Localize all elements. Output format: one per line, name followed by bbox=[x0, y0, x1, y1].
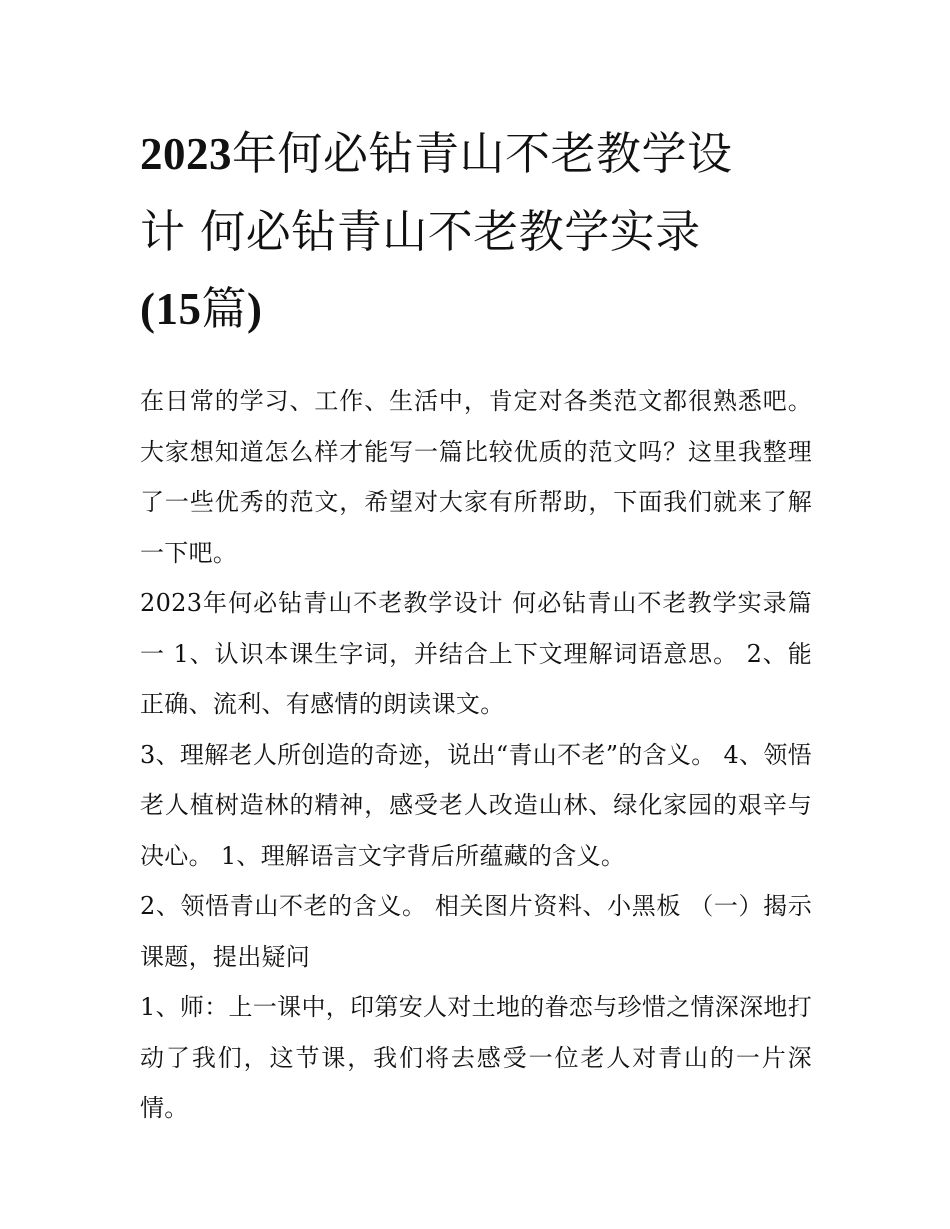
title-line1-text: 年何必钻青山不老教学设 bbox=[232, 127, 733, 180]
document-title bbox=[140, 115, 812, 348]
paragraph-objectives-2: 3、理解老人所创造的奇迹，说出“青山不老”的含义。 4、领悟老人植树造林的精神，感受老人改造山林、绿化家园的艰辛与决心。 1、理解语言文字背后所蕴藏的含义。 bbox=[140, 740, 812, 870]
paragraph-teacher-intro: 1、师：上一课中，印第安人对土地的眷恋与珍惜之情深深地打动了我们，这节课，我们将去感受一位老人对青山的一片深情。 bbox=[140, 993, 812, 1122]
paragraph-materials: 2、领悟青山不老的含义。 相关图片资料、小黑板 （一）揭示课题，提出疑问 bbox=[140, 892, 812, 971]
document-page bbox=[140, 115, 812, 1134]
document-body bbox=[140, 376, 812, 1134]
intro-paragraph: 在日常的学习、工作、生活中，肯定对各类范文都很熟悉吧。大家想知道怎么样才能写一篇比较优质的范文吗？这里我整理了一些优秀的范文，希望对大家有所帮助，下面我们就来了解一下吧。 bbox=[140, 387, 812, 567]
title-paren-close: ) bbox=[247, 284, 263, 334]
paragraph-objectives-1: 2023年何必钻青山不老教学设计 何必钻青山不老教学实录篇一 1、认识本课生字词，并结合上下文理解词语意思。 2、能正确、流利、有感情的朗读课文。 bbox=[140, 589, 812, 718]
title-count: 15 bbox=[155, 284, 202, 334]
title-year: 2023 bbox=[140, 129, 232, 179]
title-paren-open: ( bbox=[140, 284, 156, 334]
title-line2-text: 计 何必钻青山不老教学实录 bbox=[140, 205, 701, 258]
title-count-unit: 篇 bbox=[201, 282, 248, 335]
